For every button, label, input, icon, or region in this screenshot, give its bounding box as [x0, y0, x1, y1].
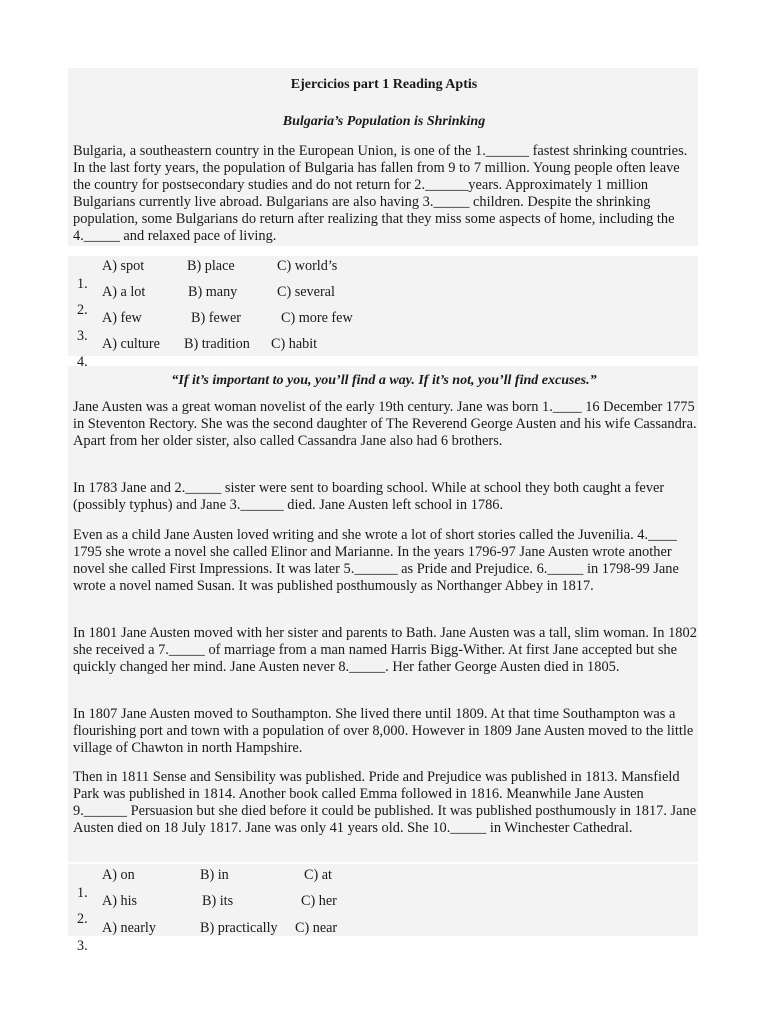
option-a: A) a lot — [102, 284, 146, 300]
option-c: C) near — [295, 920, 338, 936]
option-number: 1. — [77, 885, 88, 901]
section-1-paragraph: Bulgaria, a southeastern country in the European Union, is one of the 1.______ fastest shrinking countries. In the last forty years, the population of Bulgaria has fallen from 9 to 7 million. Young people often leave the country for postsecondary studies and do not return for 2.______years. Approximately 1 million Bulgarians currently live abroad. Bulgarians are also having 3._____ children. Despite the shrinking population, some Bulgarians do return after realizing that they miss some aspects of home, including the 4._____ and relaxed pace of living. — [73, 143, 688, 244]
section-1-heading: Bulgaria’s Population is Shrinking — [282, 114, 486, 129]
option-b: B) in — [200, 867, 229, 883]
option-b: B) practically — [200, 920, 278, 936]
section-2-paragraph-2: In 1783 Jane and 2._____ sister were sent to boarding school. While at school they both caught a fever (possibly typhus) and Jane 3.______ died. Jane Austen left school in 1786. — [73, 480, 665, 513]
option-c: C) habit — [271, 336, 318, 352]
option-row — [73, 892, 673, 927]
option-a: A) nearly — [102, 920, 156, 936]
option-number: 1. — [77, 276, 88, 292]
option-c: C) more few — [281, 310, 353, 326]
option-c: C) her — [301, 893, 337, 909]
option-a: A) on — [102, 867, 135, 883]
section-2-paragraph-4: In 1801 Jane Austen moved with her sister and parents to Bath. Jane Austen was a tall, slim woman. In 1802 she received a 7._____ of marriage from a man named Harris Bigg-Wither. At first Jane accepted but she quickly changed her mind. Jane Austen never 8._____. Her father George Austen died in 1805. — [73, 625, 697, 675]
option-c: C) at — [304, 867, 332, 883]
option-c: C) several — [277, 284, 335, 300]
option-b: B) many — [188, 284, 238, 300]
option-a: A) spot — [102, 258, 145, 274]
option-number: 2. — [77, 302, 88, 318]
section-2-paragraph-3: Even as a child Jane Austen loved writing and she wrote a lot of short stories called the Juvenilia. 4.____ 1795 she wrote a novel she called Elinor and Marianne. In the years 1796-97 Jane Austen wrote another novel she called First Impressions. It was later 5.______ as Pride and Prejudice. 6._____ in 1798-99 Jane wrote a novel named Susan. It was published posthumously as Northanger Abbey in 1817. — [73, 527, 679, 594]
section-2-paragraph-1: Jane Austen was a great woman novelist of the early 19th century. Jane was born 1.____ 16 December 1775 in Steventon Rectory. She was the second daughter of The Reverend George Austen and his wife Cassandra. Apart from her older sister, also called Cassandra Jane also had 6 brothers. — [73, 399, 697, 449]
option-number: 3. — [77, 938, 88, 954]
option-number: 3. — [77, 328, 88, 344]
option-a: A) his — [102, 893, 138, 909]
option-number: 2. — [77, 911, 88, 927]
option-a: A) culture — [102, 336, 160, 352]
option-b: B) place — [187, 258, 235, 274]
option-a: A) few — [102, 310, 142, 326]
option-c: C) world’s — [277, 258, 338, 274]
option-b: B) tradition — [184, 336, 250, 352]
section-2-quote: “If it’s important to you, you’ll find a way. If it’s not, you’ll find excuses.” — [171, 373, 597, 388]
page-title: Ejercicios part 1 Reading Aptis — [290, 77, 478, 92]
option-b: B) its — [202, 893, 234, 909]
section-2-paragraph-6: Then in 1811 Sense and Sensibility was published. Pride and Prejudice was published in 1813. Mansfield Park was published in 1814. Another book called Emma followed in 1816. Meanwhile Jane Austen 9.______ Persuasion but she died before it could be published. It was published posthumously in 1817. Jane Austen died on 18 July 1817. Jane was only 41 years old. She 10._____ in Winchester Cathedral. — [73, 769, 697, 836]
section-2-paragraph-5: In 1807 Jane Austen moved to Southampton. She lived there until 1809. At that time Southampton was a flourishing port and town with a population of over 8,000. However in 1809 Jane Austen moved to the little village of Chawton in north Hampshire. — [73, 706, 694, 756]
option-number: 4. — [77, 354, 88, 370]
option-row — [73, 919, 673, 954]
option-row — [73, 335, 673, 370]
option-b: B) fewer — [191, 310, 242, 326]
